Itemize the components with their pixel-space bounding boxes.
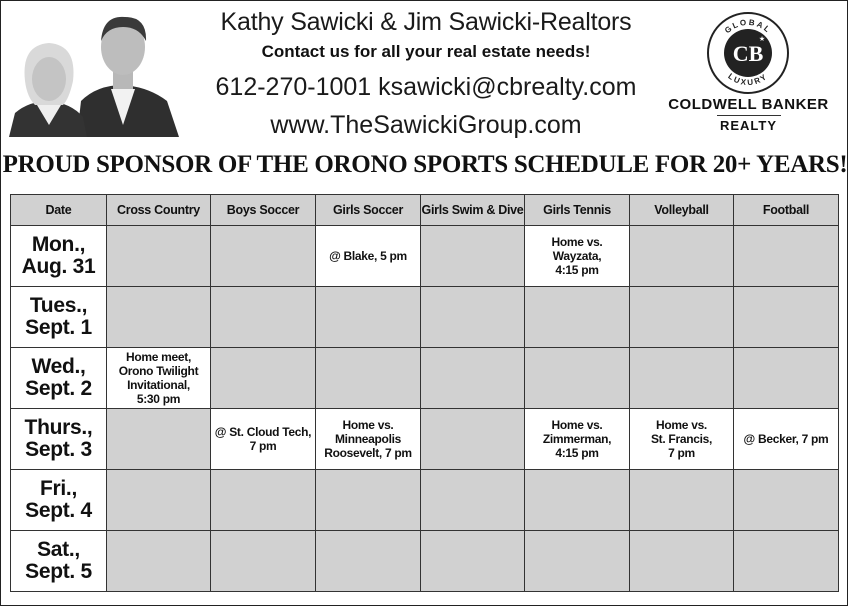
empty-cell [211, 470, 316, 531]
website-link[interactable]: www.TheSawickiGroup.com [270, 111, 582, 139]
empty-cell [630, 531, 734, 592]
empty-cell [421, 470, 525, 531]
event-cell [211, 409, 316, 470]
event-line: Minneapolis [334, 432, 402, 446]
phone-number[interactable]: 612-270-1001 [215, 73, 372, 101]
schedule-table [10, 194, 839, 592]
event-cell [734, 409, 839, 470]
event-cell [525, 409, 630, 470]
date-line: Thurs., [24, 416, 93, 439]
event-line: 7 pm [249, 439, 277, 453]
date-cell [11, 409, 107, 470]
event-line: Roosevelt, 7 pm [324, 446, 412, 460]
empty-cell [630, 287, 734, 348]
empty-cell [525, 287, 630, 348]
empty-cell [421, 531, 525, 592]
date-cell [11, 470, 107, 531]
empty-cell [211, 348, 316, 409]
realtors-photo [7, 9, 185, 137]
column-header: Girls Soccer [316, 195, 421, 226]
empty-cell [630, 470, 734, 531]
empty-cell [211, 531, 316, 592]
column-header: Date [11, 195, 107, 226]
empty-cell [421, 348, 525, 409]
empty-cell [316, 348, 421, 409]
sponsor-headline: PROUD SPONSOR OF THE ORONO SPORTS SCHEDULE FOR 20+ YEARS! [2, 151, 848, 178]
date-cell [11, 531, 107, 592]
empty-cell [421, 226, 525, 287]
schedule-row [11, 409, 839, 470]
event-cell [316, 226, 421, 287]
event-line: Home vs. [551, 418, 603, 432]
empty-cell [107, 470, 211, 531]
event-line: 4:15 pm [555, 263, 599, 277]
column-header: Volleyball [630, 195, 734, 226]
empty-cell [734, 287, 839, 348]
event-line: 7 pm [668, 446, 695, 460]
email-address[interactable]: ksawicki@cbrealty.com [378, 73, 637, 101]
schedule-row [11, 287, 839, 348]
empty-cell [107, 531, 211, 592]
event-line: 5:30 pm [136, 392, 181, 406]
column-header: Boys Soccer [211, 195, 316, 226]
empty-cell [525, 531, 630, 592]
date-line: Sat., [37, 538, 80, 561]
contact-tagline: Contact us for all your real estate needs! [261, 42, 591, 61]
empty-cell [316, 531, 421, 592]
date-cell [11, 348, 107, 409]
phone-email-line [191, 71, 661, 103]
schedule-row [11, 348, 839, 409]
empty-cell [525, 470, 630, 531]
schedule-row [11, 470, 839, 531]
event-line: Orono Twilight [118, 364, 199, 378]
date-cell [11, 226, 107, 287]
column-header: Girls Tennis [525, 195, 630, 226]
date-line: Mon., [31, 233, 86, 256]
event-line: @ St. Cloud Tech, [214, 425, 312, 439]
event-cell [316, 409, 421, 470]
empty-cell [107, 409, 211, 470]
column-header: Football [734, 195, 839, 226]
schedule-row [11, 531, 839, 592]
empty-cell [107, 287, 211, 348]
empty-cell [525, 348, 630, 409]
date-line: Fri., [39, 477, 77, 500]
event-cell [107, 348, 211, 409]
date-cell [11, 287, 107, 348]
event-line: Invitational, [127, 378, 190, 392]
empty-cell [211, 287, 316, 348]
logo-divider [717, 115, 781, 116]
column-header: Cross Country [107, 195, 211, 226]
brokerage-name: COLDWELL BANKER [668, 96, 829, 113]
event-line: @ Becker, 7 pm [743, 432, 829, 446]
schedule-header-row [11, 195, 839, 226]
event-line: Home vs. [656, 418, 707, 432]
svg-text:★: ★ [758, 36, 766, 43]
svg-text:CB: CB [732, 41, 764, 66]
event-line: Zimmerman, [542, 432, 612, 446]
realtors-name: Kathy Sawicki & Jim Sawicki-Realtors [220, 8, 632, 36]
date-line: Sept. 1 [25, 316, 92, 339]
empty-cell [630, 226, 734, 287]
empty-cell [316, 470, 421, 531]
event-line: @ Blake, 5 pm [329, 249, 407, 263]
schedule-row [11, 226, 839, 287]
empty-cell [734, 470, 839, 531]
date-line: Sept. 5 [25, 560, 92, 583]
empty-cell [734, 226, 839, 287]
date-line: Wed., [31, 355, 86, 378]
empty-cell [316, 287, 421, 348]
event-line: Home vs. [342, 418, 394, 432]
event-line: Home vs. [551, 235, 603, 249]
empty-cell [421, 409, 525, 470]
empty-cell [107, 226, 211, 287]
coldwell-banker-seal-icon [706, 11, 790, 95]
svg-text:LUXURY: LUXURY [726, 71, 770, 88]
event-cell [630, 409, 734, 470]
svg-text:GLOBAL: GLOBAL [722, 17, 774, 36]
column-header: Girls Swim & Dive [421, 195, 525, 226]
empty-cell [630, 348, 734, 409]
empty-cell [734, 531, 839, 592]
date-line: Tues., [29, 294, 88, 317]
event-cell [525, 226, 630, 287]
date-line: Sept. 4 [25, 499, 92, 522]
empty-cell [734, 348, 839, 409]
date-line: Sept. 2 [25, 377, 92, 400]
event-line: St. Francis, [650, 432, 713, 446]
event-line: Wayzata, [552, 249, 602, 263]
empty-cell [421, 287, 525, 348]
event-line: 4:15 pm [555, 446, 599, 460]
brokerage-sub: REALTY [719, 118, 778, 133]
date-line: Aug. 31 [21, 255, 96, 278]
event-line: Home meet, [125, 350, 192, 364]
empty-cell [211, 226, 316, 287]
date-line: Sept. 3 [25, 438, 92, 461]
